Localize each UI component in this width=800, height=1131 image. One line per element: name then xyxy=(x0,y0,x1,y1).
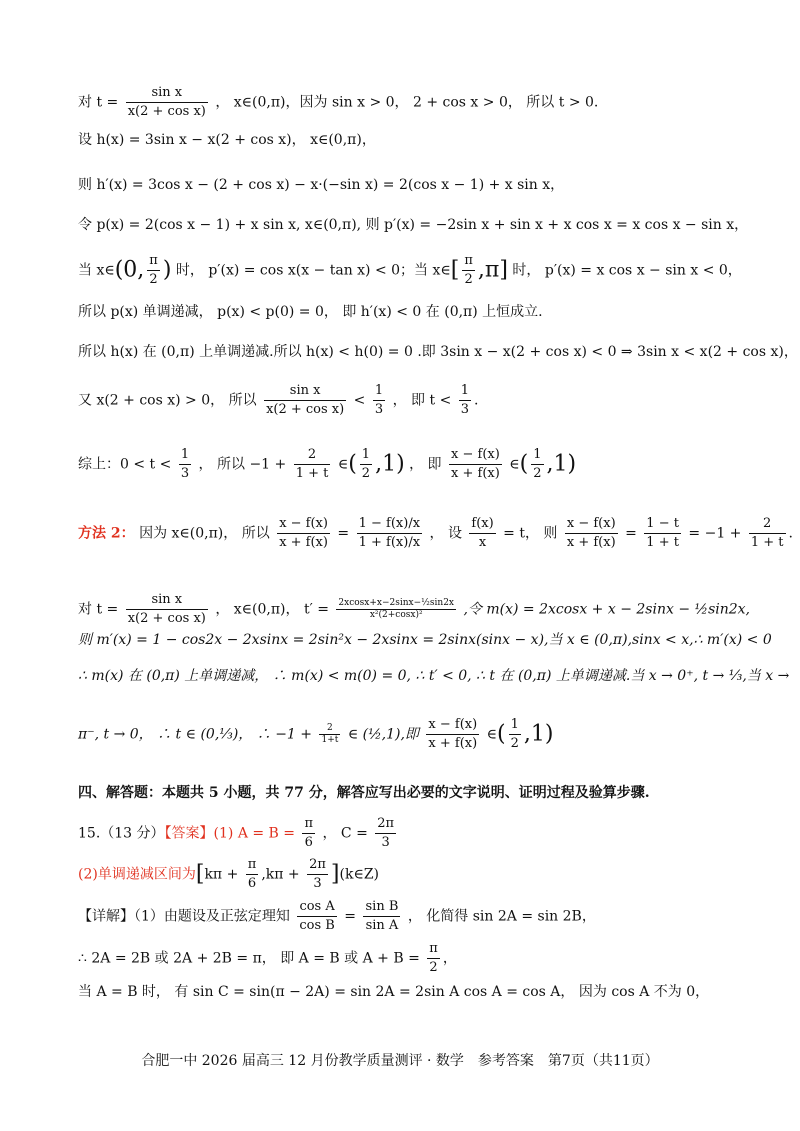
numerator: π xyxy=(246,856,259,875)
bracket: ,1) xyxy=(375,451,405,477)
numerator: 2π xyxy=(307,856,328,875)
line-11 xyxy=(78,591,750,628)
numerator: π xyxy=(302,815,315,834)
line-10-method-2 xyxy=(78,515,793,552)
bracket: ,1) xyxy=(523,721,554,747)
fraction xyxy=(565,515,618,552)
text: ， 设 xyxy=(429,525,462,542)
bracket: ( xyxy=(348,451,357,477)
numerator: x − f(x) xyxy=(565,515,618,534)
text: ,kπ + xyxy=(261,866,300,883)
denominator: x + f(x) xyxy=(451,466,500,481)
numerator: sin x xyxy=(126,84,208,103)
fraction xyxy=(126,591,208,628)
denominator: 2 xyxy=(149,272,158,287)
text: kπ + xyxy=(204,866,239,883)
fraction xyxy=(179,446,191,483)
fraction xyxy=(531,446,543,483)
text: ， x∈(0,π)， t′ = xyxy=(215,601,329,618)
line-5 xyxy=(78,252,742,289)
fraction xyxy=(126,84,208,121)
text: (2)单调递减区间为 xyxy=(78,866,196,883)
text: ∈ xyxy=(486,726,497,743)
line-14 xyxy=(78,716,553,753)
text: π⁻, t → 0， ∴ t ∈ (0,⅓)， ∴ −1 + xyxy=(78,726,313,743)
line-9 xyxy=(78,446,576,483)
denominator: 3 xyxy=(180,466,190,481)
text: t = xyxy=(96,94,119,111)
text: ， 化简得 sin 2A = sin 2B， xyxy=(407,908,596,925)
text: ,令 m(x) = 2xcosx + x − 2sinx − ½sin2x, xyxy=(463,601,751,618)
text: ， 即 xyxy=(409,456,442,473)
text: < xyxy=(353,392,366,409)
fraction xyxy=(462,252,475,289)
denominator: cos B xyxy=(299,918,335,933)
numerator: x − f(x) xyxy=(449,446,502,465)
numerator: 2π xyxy=(375,815,396,834)
q15-detail xyxy=(78,898,596,935)
numerator: 1 − t xyxy=(644,515,681,534)
text: ∴ 2A = 2B 或 2A + 2B = π， 即 A = B 或 A + B = xyxy=(78,950,420,967)
numerator: 2xcosx+x−2sinx−½sin2x xyxy=(338,598,454,608)
page-footer: 合肥一中 2026 届高三 12 月份教学质量测评 · 数学 参考答案 第7页（共11页） xyxy=(141,1053,659,1069)
numerator: 1 − f(x)/x xyxy=(357,515,422,534)
numerator: 2 xyxy=(749,515,786,534)
bracket: ( xyxy=(497,721,506,747)
denominator: 3 xyxy=(374,402,384,417)
text: ， 所以 −1 + xyxy=(198,456,287,473)
numerator: π xyxy=(462,252,475,271)
bracket: (0, xyxy=(114,257,145,283)
denominator: 3 xyxy=(381,835,390,850)
line-13: ∴ m(x) 在 (0,π) 上单调递减， ∴ m(x) < m(0) = 0, ∴ t′ < 0, ∴ t 在 (0,π) 上单调递减.当 x → 0⁺, t → ⅓,当 x → xyxy=(78,668,790,684)
method-2-label: 方法 2： xyxy=(78,525,135,542)
text: = xyxy=(344,908,357,925)
answer-tag: 【答案】 xyxy=(164,825,214,842)
line-7: 所以 h(x) 在 (0,π) 上单调递减.所以 h(x) < h(0) = 0 .即 3sin x − x(2 + cos x) < 0 ⇒ 3sin x < x(2 + cos x)， xyxy=(78,344,798,360)
denominator: 3 xyxy=(313,876,322,891)
fraction xyxy=(363,898,400,935)
line-6: 所以 p(x) 单调递减， p(x) < p(0) = 0， 即 h′(x) < 0 在 (0,π) 上恒成立. xyxy=(78,304,543,320)
text: 对 t = xyxy=(78,601,119,618)
denominator: 6 xyxy=(247,876,257,891)
text: ， 即 t < xyxy=(392,392,452,409)
numerator: x − f(x) xyxy=(277,515,330,534)
denominator: x + f(x) xyxy=(279,535,328,550)
denominator: x xyxy=(478,535,487,550)
text: 又 x(2 + cos x) > 0， 所以 xyxy=(78,392,257,409)
detail-tag: 【详解】 xyxy=(78,908,134,925)
fraction xyxy=(357,515,422,552)
denominator: 3 xyxy=(460,402,470,417)
fraction xyxy=(277,515,330,552)
text: 当 x∈ xyxy=(78,262,115,279)
bracket: [ xyxy=(195,861,205,887)
text: ， x∈(0,π)，因为 sin x > 0， 2 + cos x > 0， 所以 t > 0. xyxy=(215,94,599,111)
numerator: 1 xyxy=(360,446,372,465)
numerator: 1 xyxy=(373,382,385,401)
line-8 xyxy=(78,382,479,419)
fraction xyxy=(307,856,328,893)
q15-step-3: 当 A = B 时， 有 sin C = sin(π − 2A) = sin 2A = 2sin A cos A = cos A， 因为 cos A 不为 0， xyxy=(78,984,710,1000)
denominator: 1 + t xyxy=(750,535,784,550)
fraction xyxy=(749,515,786,552)
line-3: 则 h′(x) = 3cos x − (2 + cos x) − x·(−sin x) = 2(cos x − 1) + x sin x， xyxy=(78,177,565,193)
denominator: x(2 + cos x) xyxy=(127,104,206,119)
numerator: π xyxy=(147,252,160,271)
denominator: 1 + f(x)/x xyxy=(358,535,421,550)
text: = xyxy=(625,525,637,542)
text: . xyxy=(474,392,479,409)
fraction xyxy=(246,856,259,893)
denominator: 6 xyxy=(304,835,313,850)
denominator: 1 + t xyxy=(295,466,329,481)
q15-header xyxy=(78,815,399,852)
numerator: 1 xyxy=(459,382,471,401)
text: = −1 + xyxy=(688,525,742,542)
numerator: f(x) xyxy=(469,515,495,534)
text: 时， p′(x) = cos x(x − tan x) < 0；当 x∈ xyxy=(175,262,451,279)
text: (k∈Z) xyxy=(339,866,380,883)
text: ∈ xyxy=(337,456,349,473)
bracket: ] xyxy=(330,861,340,887)
denominator: 1 + t xyxy=(646,535,679,550)
text: (1) A = B = xyxy=(213,825,296,842)
text: = t， 则 xyxy=(503,525,558,542)
denominator: 2 xyxy=(361,466,371,481)
text: 对 xyxy=(78,94,92,111)
numerator: sin B xyxy=(363,898,400,917)
numerator: 1 xyxy=(531,446,543,465)
denominator: sin A xyxy=(365,918,399,933)
text: ∈ (½,1),即 xyxy=(347,726,419,743)
line-4: 令 p(x) = 2(cos x − 1) + x sin x, x∈(0,π), 则 p′(x) = −2sin x + sin x + x cos x = x cos x − sin x， xyxy=(78,217,749,233)
denominator: x(2 + cos x) xyxy=(266,402,345,417)
question-number: 15.（13 分） xyxy=(78,825,165,842)
fraction xyxy=(294,446,331,483)
q15-step-2 xyxy=(78,940,457,977)
numerator: π xyxy=(427,940,440,959)
numerator: x − f(x) xyxy=(426,716,479,735)
fraction xyxy=(373,382,385,419)
numerator: 1 xyxy=(179,446,191,465)
line-2: 设 h(x) = 3sin x − x(2 + cos x)， x∈(0,π)， xyxy=(78,132,376,148)
fraction xyxy=(644,515,681,552)
fraction xyxy=(469,515,495,552)
fraction xyxy=(375,815,396,852)
denominator: x(2 + cos x) xyxy=(127,611,206,626)
fraction xyxy=(297,898,336,935)
line-12: 则 m′(x) = 1 − cos2x − 2xsinx = 2sin²x − 2xsinx = 2sinx(sinx − x),当 x ∈ (0,π),sinx < x,∴ m′(x) < 0 xyxy=(78,632,772,648)
bracket: ,1) xyxy=(546,451,577,477)
numerator: 2 xyxy=(294,446,331,465)
text: ， xyxy=(442,950,457,967)
line-1 xyxy=(78,84,598,121)
denominator: 1+t xyxy=(321,735,339,745)
fraction xyxy=(336,598,456,621)
text: . xyxy=(788,525,793,542)
denominator: 2 xyxy=(429,960,438,975)
fraction xyxy=(459,382,471,419)
denominator: x + f(x) xyxy=(566,535,616,550)
numerator: cos A xyxy=(297,898,336,917)
numerator: sin x xyxy=(126,591,208,610)
fraction xyxy=(319,723,340,746)
bracket: [ xyxy=(450,257,460,283)
fraction xyxy=(302,815,315,852)
fraction xyxy=(360,446,372,483)
denominator: x + f(x) xyxy=(428,736,478,751)
denominator: 2 xyxy=(533,466,542,481)
numerator: 2 xyxy=(319,723,340,735)
fraction xyxy=(449,446,502,483)
q15-answer-2 xyxy=(78,856,379,893)
text: （1）由题设及正弦定理知 xyxy=(134,908,290,925)
text: ， C = xyxy=(322,825,368,842)
fraction xyxy=(426,716,479,753)
denominator: 2 xyxy=(510,736,519,751)
denominator: x²(2+cosx)² xyxy=(369,610,423,620)
fraction xyxy=(427,940,440,977)
denominator: 2 xyxy=(464,272,473,287)
text: 综上：0 < t < xyxy=(78,456,172,473)
numerator: sin x xyxy=(264,382,346,401)
text: ∈ xyxy=(509,456,520,473)
fraction xyxy=(264,382,346,419)
bracket: ) xyxy=(162,257,172,283)
fraction xyxy=(147,252,160,289)
text: = xyxy=(337,525,350,542)
section-title: 四、解答题：本题共 5 小题，共 77 分，解答应写出必要的文字说明、证明过程及验算步骤. xyxy=(78,785,650,801)
numerator: 1 xyxy=(509,716,521,735)
text: 时， p′(x) = x cos x − sin x < 0， xyxy=(512,262,742,279)
text: 因为 x∈(0,π)， 所以 xyxy=(139,525,270,542)
fraction xyxy=(509,716,521,753)
bracket: ,π] xyxy=(477,257,508,283)
bracket: ( xyxy=(519,451,529,477)
